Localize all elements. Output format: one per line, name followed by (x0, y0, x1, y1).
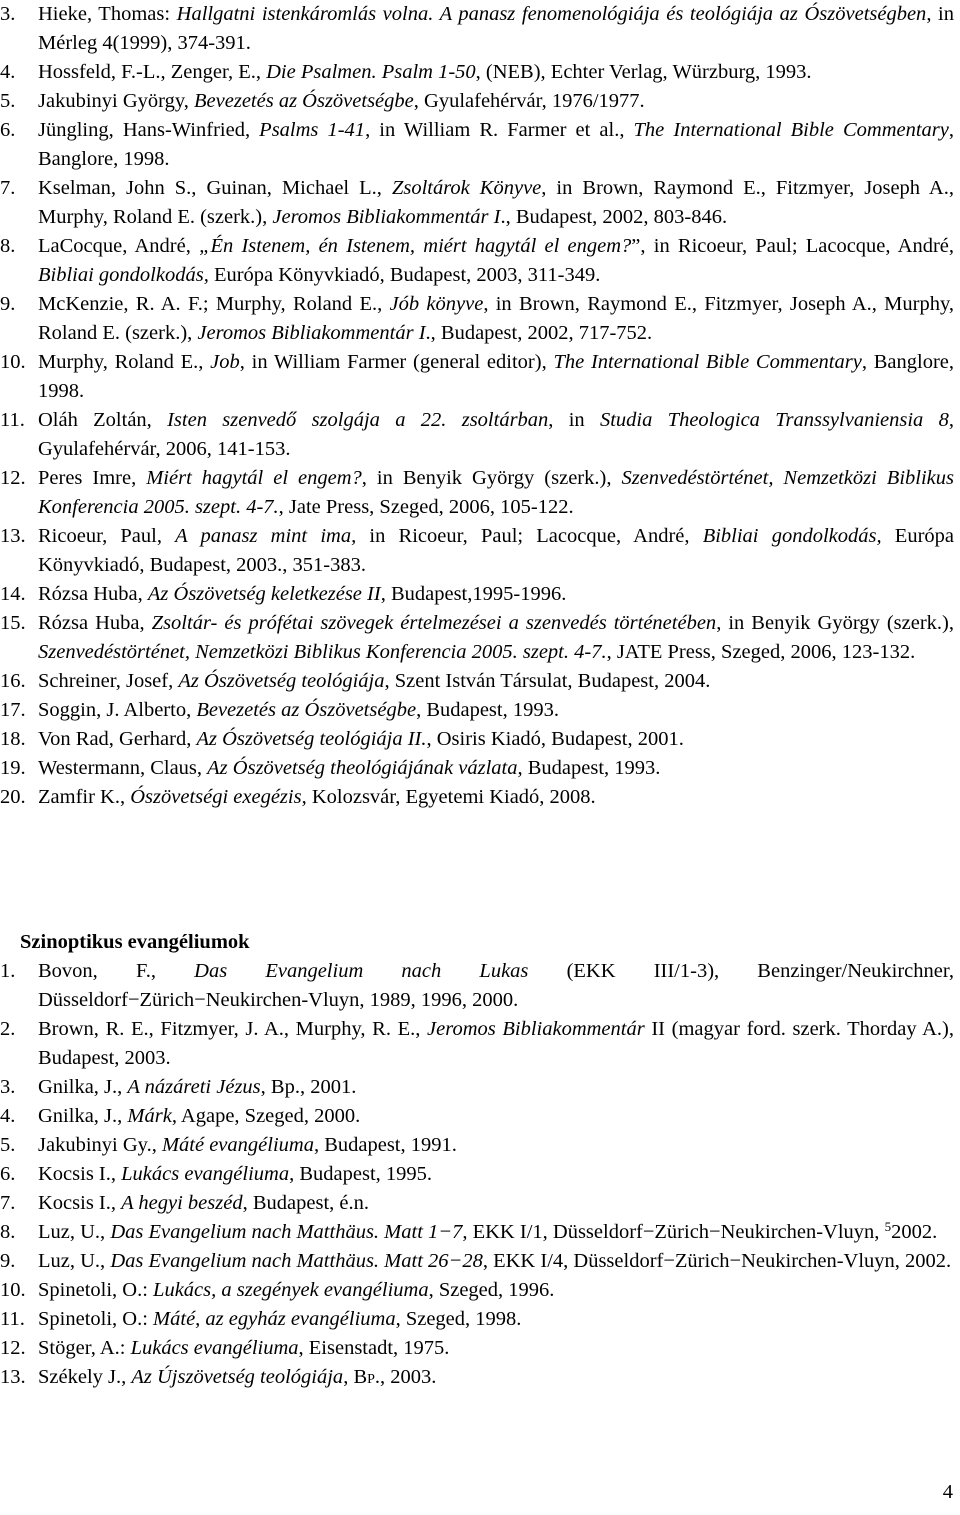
reference-segment: Oláh Zoltán, (38, 409, 168, 431)
reference-title: The International Bible Commentary (553, 351, 862, 373)
reference-number: 20. (0, 786, 26, 808)
reference-title: Miért hagytál el engem? (146, 467, 362, 489)
reference-text (38, 725, 958, 754)
reference-segment: Schreiner, Josef, (38, 670, 179, 692)
reference-item (0, 232, 958, 290)
reference-segment: Bovon, F., (38, 960, 195, 982)
reference-text (38, 1276, 958, 1305)
reference-segment: Bp (353, 1366, 375, 1388)
reference-text (38, 58, 958, 87)
reference-number: 7. (0, 177, 16, 199)
reference-number: 19. (0, 757, 26, 779)
reference-segment: , Gyulafehérvár, 2006, 141-153. (38, 409, 954, 460)
section-heading: Szinoptikus evangéliumok (20, 931, 250, 953)
reference-item (0, 725, 958, 754)
reference-number: 6. (0, 1163, 16, 1185)
reference-segment: (EKK III/1-3), Benzinger/Neukirchner, Düsseldorf−Zürich−Neukirchen-Vluyn, 1989, 1996, 2000. (38, 960, 954, 1011)
reference-item (0, 667, 958, 696)
reference-text (38, 1334, 958, 1363)
reference-segment: , in Brown, Raymond E., Fitzmyer, Joseph A., Murphy, Roland E. (szerk.), (38, 293, 955, 344)
reference-segment: Westermann, Claus, (38, 757, 208, 779)
reference-text (38, 1218, 958, 1247)
reference-item (0, 87, 958, 116)
reference-segment: , Szeged, 1996. (428, 1279, 555, 1301)
reference-segment: , Budapest, 1993. (416, 699, 559, 721)
reference-title: The International Bible Commentary (633, 119, 949, 141)
reference-number: 4. (0, 1105, 16, 1127)
bibliography-list-synoptic-gospels (0, 957, 958, 1392)
reference-item (0, 1131, 958, 1160)
reference-title: Zsoltárok Könyve (391, 177, 542, 199)
reference-segment: , Agape, Szeged, 2000. (171, 1105, 361, 1127)
reference-text (38, 1015, 958, 1073)
reference-segment: , Banglore, 1998. (38, 119, 955, 170)
reference-number: 10. (0, 1279, 26, 1301)
reference-title: Das Evangelium nach Lukas (194, 960, 529, 982)
reference-segment: Spinetoli, O.: (38, 1308, 154, 1330)
reference-segment: ., Budapest, 2002, 717-752. (425, 322, 653, 344)
reference-text (38, 580, 958, 609)
reference-title: Szenvedéstörténet, Nemzetközi Biblikus Konferencia 2005. szept. 4-7. (38, 467, 954, 518)
reference-segment: , Bp., 2001. (260, 1076, 357, 1098)
reference-number: 8. (0, 1221, 16, 1243)
reference-segment: Jakubinyi Gy., (38, 1134, 162, 1156)
reference-text (38, 1305, 958, 1334)
reference-text (38, 87, 958, 116)
reference-title: Az Ószövetség teológiája II. (196, 728, 427, 750)
reference-segment: , EKK I/4, Düsseldorf−Zürich−Neukirchen-Vluyn, 2002. (482, 1250, 952, 1272)
reference-title: Hallgatni istenkáromlás volna. A panasz fenomenológiája és teológiája az Ószövetségben (176, 3, 927, 25)
reference-segment: , Budapest, 1991. (313, 1134, 457, 1156)
reference-text (38, 609, 958, 667)
reference-item (0, 957, 958, 1015)
reference-title: Jeromos Bibliakommentár I (272, 206, 501, 228)
reference-number: 4. (0, 61, 16, 83)
reference-segment: , in Brown, Raymond E., Fitzmyer, Joseph A., Murphy, Roland E. (szerk.), (38, 177, 954, 228)
reference-segment: , (NEB), Echter Verlag, Würzburg, 1993. (475, 61, 812, 83)
reference-item (0, 754, 958, 783)
reference-item (0, 1305, 958, 1334)
reference-item (0, 783, 958, 812)
reference-title: Az Újszövetség teológiája (131, 1366, 344, 1388)
reference-title: Szenvedéstörténet, Nemzetközi Biblikus Konferencia 2005. szept. 4-7. (38, 641, 607, 663)
reference-segment: McKenzie, R. A. F.; Murphy, Roland E., (38, 293, 390, 315)
reference-number: 3. (0, 3, 16, 25)
reference-text (38, 406, 958, 464)
reference-segment: , Osiris Kiadó, Budapest, 2001. (426, 728, 684, 750)
reference-item (0, 464, 958, 522)
reference-text (38, 348, 958, 406)
reference-segment: , in Benyik György (szerk.), (361, 467, 622, 489)
reference-segment: Ricoeur, Paul, (38, 525, 176, 547)
reference-number: 3. (0, 1076, 16, 1098)
reference-segment: Hossfeld, F.-L., Zenger, E., (38, 61, 267, 83)
reference-item (0, 522, 958, 580)
reference-segment: Spinetoli, O.: (38, 1279, 154, 1301)
reference-text (38, 1189, 958, 1218)
reference-number: 5. (0, 1134, 16, 1156)
reference-segment: Luz, U., (38, 1221, 111, 1243)
reference-segment: , in Benyik György (szerk.), (716, 612, 954, 634)
reference-title: Das Evangelium nach Matthäus. Matt 26−28 (110, 1250, 483, 1272)
reference-title: Bevezetés az Ószövetségbe (196, 699, 417, 721)
reference-segment: Európa Könyvkiadó, Budapest, 2003., 351-383. (38, 525, 954, 576)
reference-text (38, 0, 958, 58)
reference-segment: , (343, 1366, 354, 1388)
reference-number: 10. (0, 351, 26, 373)
reference-title: Isten szenvedő szolgája a 22. zsoltárban (167, 409, 549, 431)
reference-item (0, 348, 958, 406)
reference-number: 11. (0, 409, 25, 431)
reference-segment: Brown, R. E., Fitzmyer, J. A., Murphy, R. E., (38, 1018, 428, 1040)
reference-item (0, 174, 958, 232)
reference-number: 13. (0, 1366, 26, 1388)
reference-segment: , Szent István Társulat, Budapest, 2004. (384, 670, 711, 692)
reference-text (38, 1131, 958, 1160)
reference-item (0, 1363, 958, 1392)
reference-item (0, 406, 958, 464)
reference-segment: Kocsis I., (38, 1192, 122, 1214)
reference-item (0, 1189, 958, 1218)
reference-title: Az Ószövetség teológiája (178, 670, 385, 692)
reference-title: „Én Istenem, én Istenem, miért hagytál el engem? (199, 235, 632, 257)
reference-item (0, 580, 958, 609)
reference-segment: in Ricoeur, Paul; Lacocque, André, (356, 525, 703, 547)
reference-text (38, 957, 958, 1015)
reference-segment: Kocsis I., (38, 1163, 122, 1185)
reference-segment: Gnilka, J., (38, 1105, 128, 1127)
reference-item (0, 1247, 958, 1276)
reference-segment: , Gyulafehérvár, 1976/1977. (413, 90, 645, 112)
reference-number: 18. (0, 728, 26, 750)
reference-segment: Soggin, J. Alberto, (38, 699, 197, 721)
reference-number: 12. (0, 1337, 26, 1359)
reference-item (0, 1218, 958, 1247)
reference-title: Die Psalmen. Psalm 1-50 (266, 61, 476, 83)
reference-item (0, 609, 958, 667)
reference-segment: Jüngling, Hans-Winfried, (38, 119, 260, 141)
reference-text (38, 1247, 958, 1276)
reference-segment: Európa Könyvkiadó, Budapest, 2003, 311-349. (208, 264, 601, 286)
reference-segment: , JATE Press, Szeged, 2006, 123-132. (606, 641, 916, 663)
reference-number: 17. (0, 699, 26, 721)
reference-number: 2. (0, 1018, 16, 1040)
reference-number: 15. (0, 612, 26, 634)
reference-item (0, 1334, 958, 1363)
reference-segment: Zamfir K., (38, 786, 131, 808)
reference-item (0, 58, 958, 87)
reference-title: Lukács evangéliuma (121, 1163, 290, 1185)
reference-item (0, 116, 958, 174)
reference-title: Ószövetségi exegézis (130, 786, 302, 808)
reference-title: A panasz mint ima, (175, 525, 357, 547)
reference-title: Márk (127, 1105, 172, 1127)
reference-text (38, 1363, 958, 1392)
reference-title: A názáreti Jézus (127, 1076, 261, 1098)
reference-number: 12. (0, 467, 26, 489)
reference-number: 8. (0, 235, 16, 257)
reference-title: Máté evangéliuma (161, 1134, 314, 1156)
reference-title: Bibliai gondolkodás, (702, 525, 882, 547)
reference-item (0, 1102, 958, 1131)
reference-number: 7. (0, 1192, 16, 1214)
reference-segment: Kselman, John S., Guinan, Michael L., (38, 177, 392, 199)
reference-segment: Gnilka, J., (38, 1076, 128, 1098)
reference-segment: Rózsa Huba, (38, 583, 148, 605)
reference-segment: Peres Imre, (38, 467, 147, 489)
reference-text (38, 1102, 958, 1131)
reference-segment: Von Rad, Gerhard, (38, 728, 197, 750)
reference-segment: LaCocque, André, (38, 235, 200, 257)
reference-segment: Stöger, A.: (38, 1337, 131, 1359)
reference-segment: ., 2003. (374, 1366, 437, 1388)
reference-text (38, 783, 958, 812)
reference-text (38, 696, 958, 725)
reference-segment: , Banglore, 1998. (38, 351, 954, 402)
reference-segment: , in Mérleg 4(1999), 374-391. (38, 3, 954, 54)
reference-text (38, 174, 958, 232)
reference-number: 1. (0, 960, 16, 982)
reference-title: Das Evangelium nach Matthäus. Matt 1−7 (110, 1221, 463, 1243)
reference-item (0, 0, 958, 58)
reference-item (0, 1073, 958, 1102)
reference-segment: , Eisenstadt, 1975. (298, 1337, 450, 1359)
reference-segment: Murphy, Roland E., (38, 351, 211, 373)
reference-number: 14. (0, 583, 26, 605)
reference-number: 5. (0, 90, 16, 112)
reference-segment: , Budapest,1995-1996. (380, 583, 567, 605)
reference-title: Zsoltár- és prófétai szövegek értelmezései a szenvedés történetében (151, 612, 717, 634)
reference-text (38, 522, 958, 580)
reference-text (38, 667, 958, 696)
reference-title: Jeromos Bibliakommentár (427, 1018, 645, 1040)
reference-text (38, 1160, 958, 1189)
reference-title: Az Ószövetség keletkezése II (147, 583, 381, 605)
reference-text (38, 116, 958, 174)
reference-item (0, 1015, 958, 1073)
reference-number: 11. (0, 1308, 25, 1330)
reference-item (0, 1160, 958, 1189)
reference-title: Lukács, a szegények evangéliuma (153, 1279, 429, 1301)
reference-title: A hegyi beszéd (121, 1192, 243, 1214)
reference-text (38, 232, 958, 290)
reference-segment: , EKK I/1, Düsseldorf−Zürich−Neukirchen-Vluyn, (462, 1221, 885, 1243)
reference-title: Az Ószövetség theológiájának vázlata (207, 757, 518, 779)
reference-number: 9. (0, 293, 16, 315)
reference-segment: , Budapest, é.n. (242, 1192, 369, 1214)
reference-segment: ., Budapest, 2002, 803-846. (500, 206, 728, 228)
reference-segment: Luz, U., (38, 1250, 111, 1272)
reference-text (38, 290, 958, 348)
reference-title: Bibliai gondolkodás, (38, 264, 209, 286)
reference-title: Bevezetés az Ószövetségbe (194, 90, 414, 112)
reference-segment: , in William Farmer (general editor), (239, 351, 554, 373)
reference-segment: Székely J., (38, 1366, 132, 1388)
reference-item (0, 696, 958, 725)
reference-number: 6. (0, 119, 16, 141)
reference-segment: , Budapest, 1993. (517, 757, 661, 779)
reference-title: Psalms 1-41 (259, 119, 366, 141)
reference-number: 9. (0, 1250, 16, 1272)
reference-title: Studia Theologica Transsylvaniensia 8 (599, 409, 949, 431)
reference-segment: 2002. (891, 1221, 938, 1243)
reference-segment: , in William R. Farmer et al., (365, 119, 634, 141)
reference-segment: , in (548, 409, 600, 431)
reference-segment: Rózsa Huba, (38, 612, 152, 634)
reference-text (38, 754, 958, 783)
reference-item (0, 1276, 958, 1305)
reference-segment: , Jate Press, Szeged, 2006, 105-122. (278, 496, 574, 518)
reference-title: Jób könyve (389, 293, 484, 315)
reference-title: Jeromos Bibliakommentár I (197, 322, 426, 344)
reference-segment: Hieke, Thomas: (38, 3, 177, 25)
reference-title: Máté, az egyház evangéliuma (153, 1308, 396, 1330)
reference-number: 16. (0, 670, 26, 692)
reference-item (0, 290, 958, 348)
reference-segment: , Kolozsvár, Egyetemi Kiadó, 2008. (301, 786, 596, 808)
edition-superscript: 5 (884, 1219, 892, 1234)
reference-segment: Jakubinyi György, (38, 90, 195, 112)
reference-segment: II (magyar ford. szerk. Thorday A.), Budapest, 2003. (38, 1018, 954, 1069)
reference-text (38, 464, 958, 522)
reference-text (38, 1073, 958, 1102)
page-number: 4 (942, 1481, 953, 1503)
reference-title: Job (210, 351, 240, 373)
reference-segment: , Szeged, 1998. (395, 1308, 522, 1330)
reference-segment: , Budapest, 1995. (289, 1163, 433, 1185)
reference-title: Lukács evangéliuma (130, 1337, 299, 1359)
reference-segment: ”, in Ricoeur, Paul; Lacocque, André, (631, 235, 954, 257)
reference-number: 13. (0, 525, 26, 547)
